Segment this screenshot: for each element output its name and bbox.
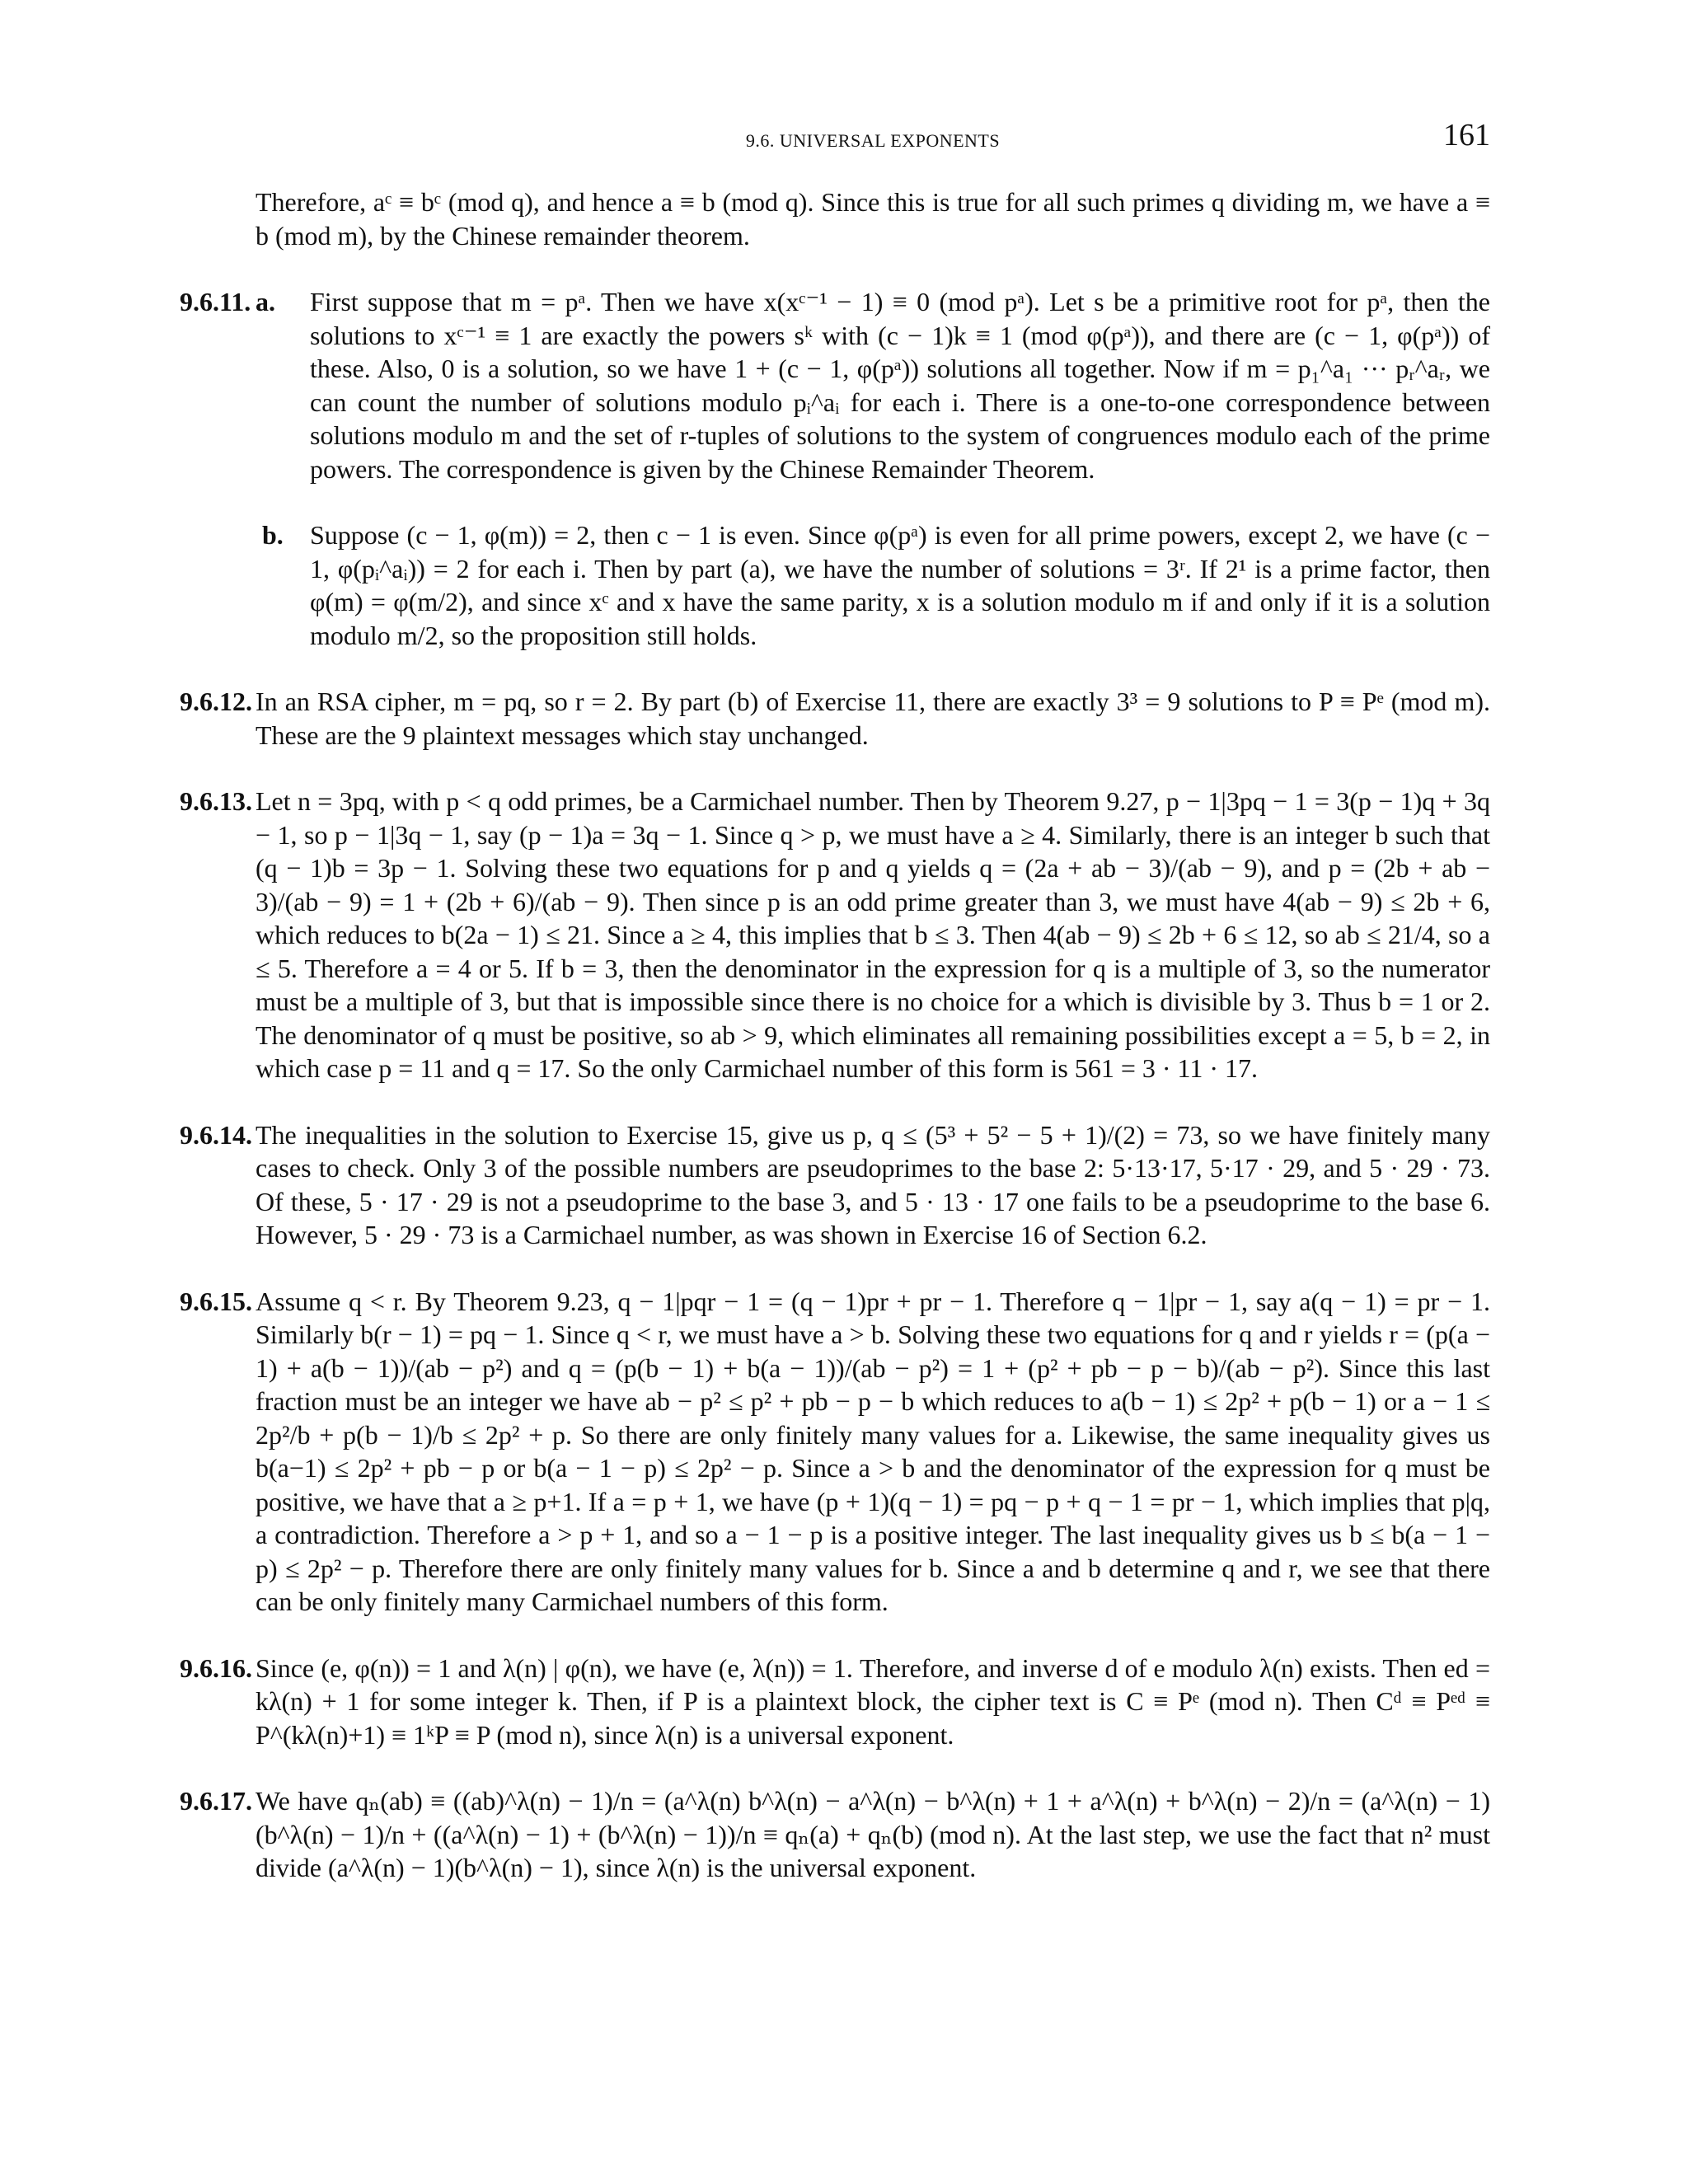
exercise-label: 9.6.12. <box>180 687 252 716</box>
exercise-9-6-15 <box>180 1285 1490 1619</box>
exercise-label: 9.6.11. <box>180 287 251 316</box>
exercise-text: In an RSA cipher, m = pq, so r = 2. By part (b) of Exercise 11, there are exactly 3³ = 9 solutions to P ≡ Pᵉ (mod m). These are the 9 plaintext messages which stay unchanged. <box>256 687 1490 750</box>
exercise-9-6-13 <box>180 785 1490 1085</box>
part-label: b. <box>262 520 284 550</box>
exercise-text: Let n = 3pq, with p < q odd primes, be a Carmichael number. Then by Theorem 9.27, p − 1|3pq − 1 = 3(p − 1)q + 3q − 1, so p − 1|3q − 1, say (p − 1)a = 3q − 1. Since q > p, we must have a ≥ 4. Similarly, there is an integer b such that (q − 1)b = 3p − 1. Solving these two equations for p and q yields q = (2a + ab − 3)/(ab − 9), and p = (2b + ab − 3)/(ab − 9) = 1 + (2b + 6)/(ab − 9). Then since p is an odd prime greater than 3, we must have 4(ab − 9) ≤ 2b + 6, which reduces to b(2a − 1) ≤ 21. Since a ≥ 4, this implies that b ≤ 3. Then 4(ab − 9) ≤ 2b + 6 ≤ 12, so ab ≤ 21/4, so a ≤ 5. Therefore a = 4 or 5. If b = 3, then the denominator in the expression for q is a multiple of 3, so the numerator must be a multiple of 3, but that is impossible since there is no choice for a which is divisible by 3. Thus b = 1 or 2. The denominator of q must be positive, so ab > 9, which eliminates all remaining possibilities except a = 5, b = 2, in which case p = 11 and q = 17. So the only Carmichael number of this form is 561 = 3 · 11 · 17. <box>256 786 1490 1083</box>
exercise-part-b <box>256 518 1490 652</box>
exercise-label: 9.6.14. <box>180 1119 252 1150</box>
section-title: 9.6. UNIVERSAL EXPONENTS <box>745 130 1001 151</box>
part-text: Suppose (c − 1, φ(m)) = 2, then c − 1 is even. Since φ(pᵃ) is even for all prime powers, except 2, we have (c − 1, φ(pᵢ^aᵢ)) = 2 for each i. Then by part (a), we have the number of solutions = 3ʳ. If 2¹ is a prime factor, then φ(m) = φ(m/2), and since xᶜ and x have the same parity, x is a solution modulo m if and only if it is a solution modulo m/2, so the proposition still holds. <box>310 520 1490 650</box>
exercise-9-6-16 <box>180 1652 1490 1752</box>
page-number: 161 <box>1443 118 1490 152</box>
exercise-label: 9.6.13. <box>180 786 252 816</box>
exercise-text: Assume q < r. By Theorem 9.23, q − 1|pqr − 1 = (q − 1)pr + pr − 1. Therefore q − 1|pr − 1, say a(q − 1) = pr − 1. Similarly b(r − 1) = pq − 1. Since q < r, we must have a > b. Solving these two equations for q and r yields r = (p(a − 1) + a(b − 1))/(ab − p²) and q = (p(b − 1) + b(a − 1))/(ab − p²) = 1 + (p² + pb − p − b)/(ab − p²). Since this last fraction must be an integer we have ab − p² ≤ p² + pb − p − b which reduces to a(b − 1) ≤ 2p² + p(b − 1) or a − 1 ≤ 2p²/b + p(b − 1)/b ≤ 2p² + p. So there are only finitely many values for a. Likewise, the same inequality gives us b(a−1) ≤ 2p² + pb − p or b(a − 1 − p) ≤ 2p² − p. Since a > b and the denominator of the expression for q must be positive, we have that a ≥ p+1. If a = p + 1, we have (p + 1)(q − 1) = pq − p + q − 1 = pr − 1, which implies that p|q, a contradiction. Therefore a > p + 1, and so a − 1 − p is a positive integer. The last inequality gives us b ≤ b(a − 1 − p) ≤ 2p² − p. Therefore there are only finitely many values for b. Since a and b determine q and r, we see that there can be only finitely many Carmichael numbers of this form. <box>256 1286 1490 1616</box>
running-header <box>256 115 1490 165</box>
intro-paragraph: Therefore, aᶜ ≡ bᶜ (mod q), and hence a ≡ b (mod q). Since this is true for all such primes q dividing m, we have a ≡ b (mod m), by the Chinese remainder theorem. <box>256 187 1490 251</box>
exercise-label: 9.6.15. <box>180 1286 252 1316</box>
exercise-part-a <box>256 285 1490 485</box>
exercise-label: 9.6.16. <box>180 1652 252 1683</box>
exercise-label: 9.6.17. <box>180 1786 252 1816</box>
part-text: First suppose that m = pᵃ. Then we have x(xᶜ⁻¹ − 1) ≡ 0 (mod pᵃ). Let s be a primitive root for pᵃ, then the solutions to xᶜ⁻¹ ≡ 1 are exactly the powers sᵏ with (c − 1)k ≡ 1 (mod φ(pᵃ)), and there are (c − 1, φ(pᵃ)) of these. Also, 0 is a solution, so we have 1 + (c − 1, φ(pᵃ)) solutions all together. Now if m = p₁^a₁ ··· pᵣ^aᵣ, we can count the number of solutions modulo pᵢ^aᵢ for each i. There is a one-to-one correspondence between solutions modulo m and the set of r-tuples of solutions to the system of congruences modulo each of the prime powers. The correspondence is given by the Chinese Remainder Theorem. <box>310 287 1490 484</box>
exercise-9-6-11 <box>180 285 1490 652</box>
exercise-text: Since (e, φ(n)) = 1 and λ(n) | φ(n), we have (e, λ(n)) = 1. Therefore, and inverse d of e modulo λ(n) exists. Then ed = kλ(n) + 1 for some integer k. Then, if P is a plaintext block, the cipher text is C ≡ Pᵉ (mod n). Then Cᵈ ≡ Pᵉᵈ ≡ P^(kλ(n)+1) ≡ 1ᵏP ≡ P (mod n), since λ(n) is a universal exponent. <box>256 1652 1490 1750</box>
page-content <box>180 185 1490 1885</box>
exercise-9-6-14 <box>180 1118 1490 1252</box>
exercise-text: The inequalities in the solution to Exercise 15, give us p, q ≤ (5³ + 5² − 5 + 1)/(2) = 73, so we have finitely many cases to check. Only 3 of the possible numbers are pseudoprimes to the base 2: 5·13·17, 5·17 · 29, and 5 · 29 · 73. Of these, 5 · 17 · 29 is not a pseudoprime to the base 3, and 5 · 13 · 17 one fails to be a pseudoprime to the base 6. However, 5 · 29 · 73 is a Carmichael number, as was shown in Exercise 16 of Section 6.2. <box>256 1119 1490 1249</box>
exercise-9-6-17 <box>180 1784 1490 1885</box>
part-label: a. <box>256 287 275 316</box>
exercise-9-6-12 <box>180 685 1490 752</box>
exercise-text: We have qₙ(ab) ≡ ((ab)^λ(n) − 1)/n = (a^λ(n) b^λ(n) − a^λ(n) − b^λ(n) + 1 + a^λ(n) + b^λ(n) − 2)/n = (a^λ(n) − 1)(b^λ(n) − 1)/n + ((a^λ(n) − 1) + (b^λ(n) − 1))/n ≡ qₙ(a) + qₙ(b) (mod n). At the last step, we use the fact that n² must divide (a^λ(n) − 1)(b^λ(n) − 1), since λ(n) is the universal exponent. <box>256 1786 1490 1882</box>
